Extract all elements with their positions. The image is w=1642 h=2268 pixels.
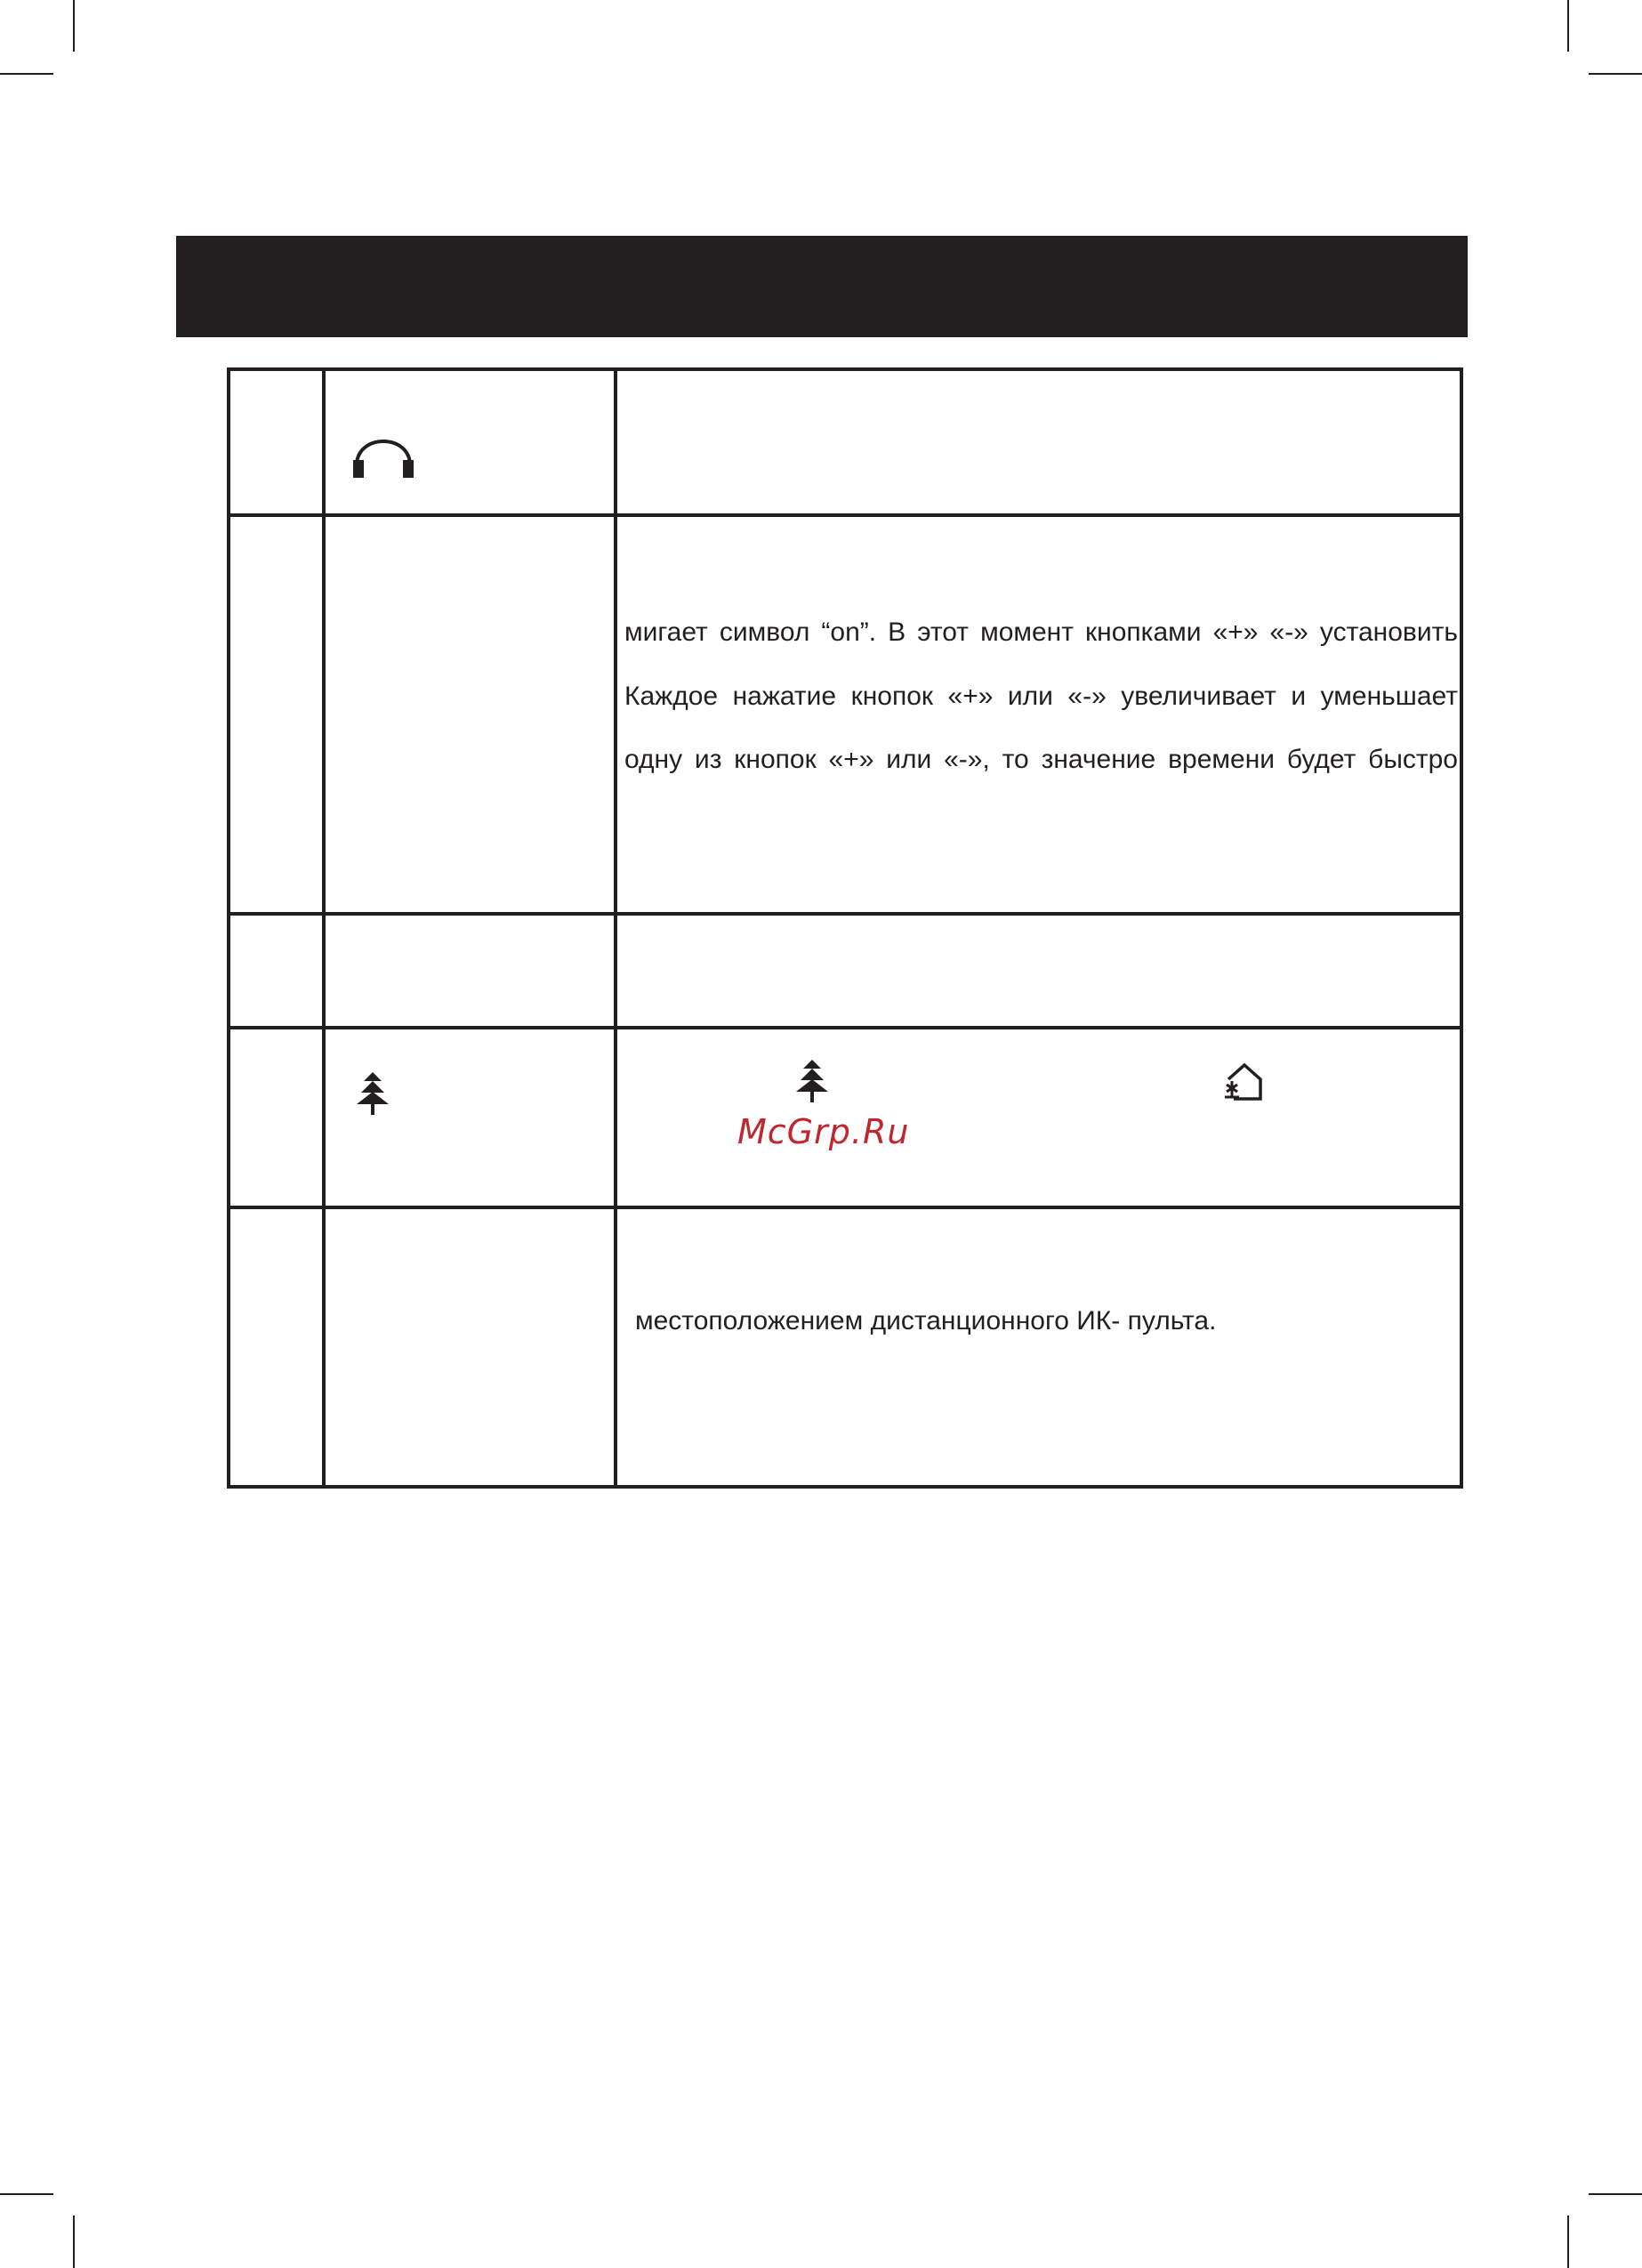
row-2-line-2: Каждое нажатие кнопок «+» или «-» увеличивает и уменьшает	[624, 682, 1458, 711]
row-divider-3	[230, 1026, 1460, 1029]
crop-mark-bottom-right-v	[1567, 2216, 1569, 2268]
function-table	[227, 367, 1463, 1489]
row-divider-4	[230, 1206, 1460, 1209]
row-2-line-1: мигает символ “on”. В этот момент кнопками «+» «-» установить	[624, 617, 1458, 647]
tree-icon-inline	[793, 1058, 832, 1102]
crop-mark-bottom-left-v	[73, 2216, 75, 2268]
crop-mark-top-left-v	[73, 0, 75, 52]
row-divider-2	[230, 912, 1460, 916]
crop-mark-bottom-left-h	[0, 2193, 53, 2195]
watermark-text: McGrp.Ru	[737, 1112, 910, 1151]
house-sensor-icon	[1223, 1061, 1264, 1102]
tree-icon	[353, 1070, 392, 1115]
section-header-bar	[176, 236, 1468, 337]
column-divider-2	[614, 371, 617, 1485]
column-divider-1	[322, 371, 326, 1485]
crop-mark-top-right-v	[1567, 0, 1569, 52]
crop-mark-top-right-h	[1589, 73, 1642, 75]
row-5-line-1: местоположением дистанционного ИК- пульта.	[635, 1306, 1217, 1336]
headphones-icon	[350, 421, 417, 483]
row-divider-1	[230, 513, 1460, 517]
crop-mark-top-left-h	[0, 73, 53, 75]
crop-mark-bottom-right-h	[1589, 2193, 1642, 2195]
row-2-line-3: одну из кнопок «+» или «-», то значение времени будет быстро	[624, 745, 1458, 774]
